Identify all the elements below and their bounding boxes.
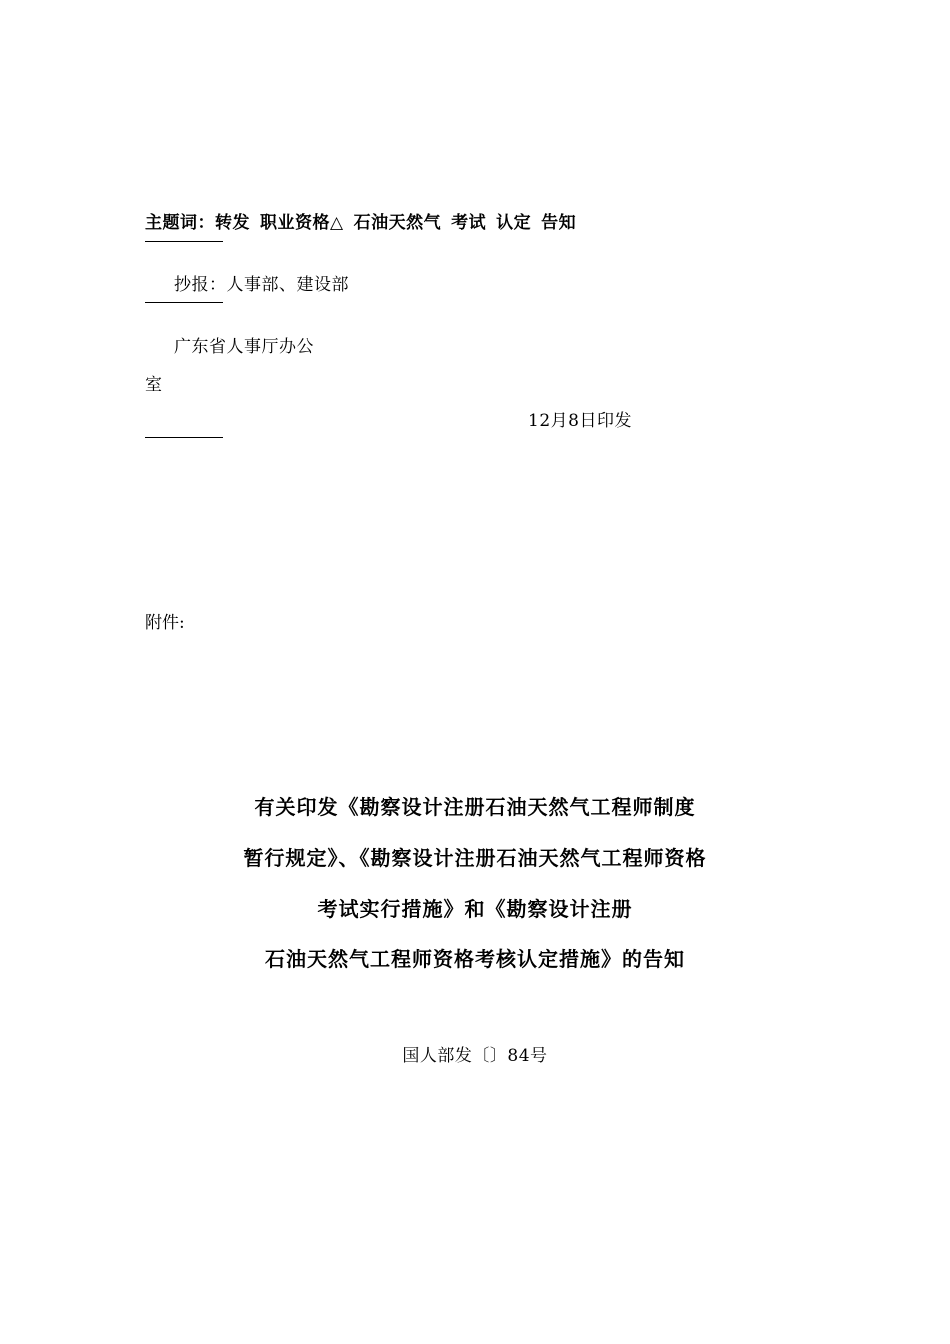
subject-keywords-line — [145, 208, 586, 233]
issue-date: 12月8日印发 — [528, 411, 632, 431]
divider-rule — [145, 437, 223, 438]
subject-keyword: 告知 — [541, 213, 577, 233]
divider-rule — [145, 302, 223, 303]
subject-keyword: 职业资格△ — [260, 213, 344, 233]
issuer-name-line1: 广东省人事厅办公 — [174, 337, 314, 357]
notice-title-line: 有关印发《勘察设计注册石油天然气工程师制度 — [254, 795, 696, 819]
notice-title-line: 暂行规定》、《勘察设计注册石油天然气工程师资格 — [243, 846, 707, 870]
subject-keyword: 认定 — [496, 213, 532, 233]
cc-line: 抄报：人事部、建设部 — [174, 275, 349, 295]
subject-keyword: 考试 — [451, 213, 487, 233]
subject-keyword: 石油天然气 — [353, 213, 442, 233]
notice-title-line: 石油天然气工程师资格考核认定措施》的告知 — [265, 947, 685, 971]
divider-rule — [145, 241, 223, 242]
attachment-label: 附件: — [145, 613, 185, 633]
document-number: 国人部发〔〕84号 — [402, 1046, 548, 1066]
subject-keyword: 转发 — [215, 213, 250, 233]
subject-label: 主题词： — [145, 213, 215, 233]
notice-title-line: 考试实行措施》和《勘察设计注册 — [317, 897, 633, 921]
issuer-name-line2: 室 — [145, 375, 162, 395]
